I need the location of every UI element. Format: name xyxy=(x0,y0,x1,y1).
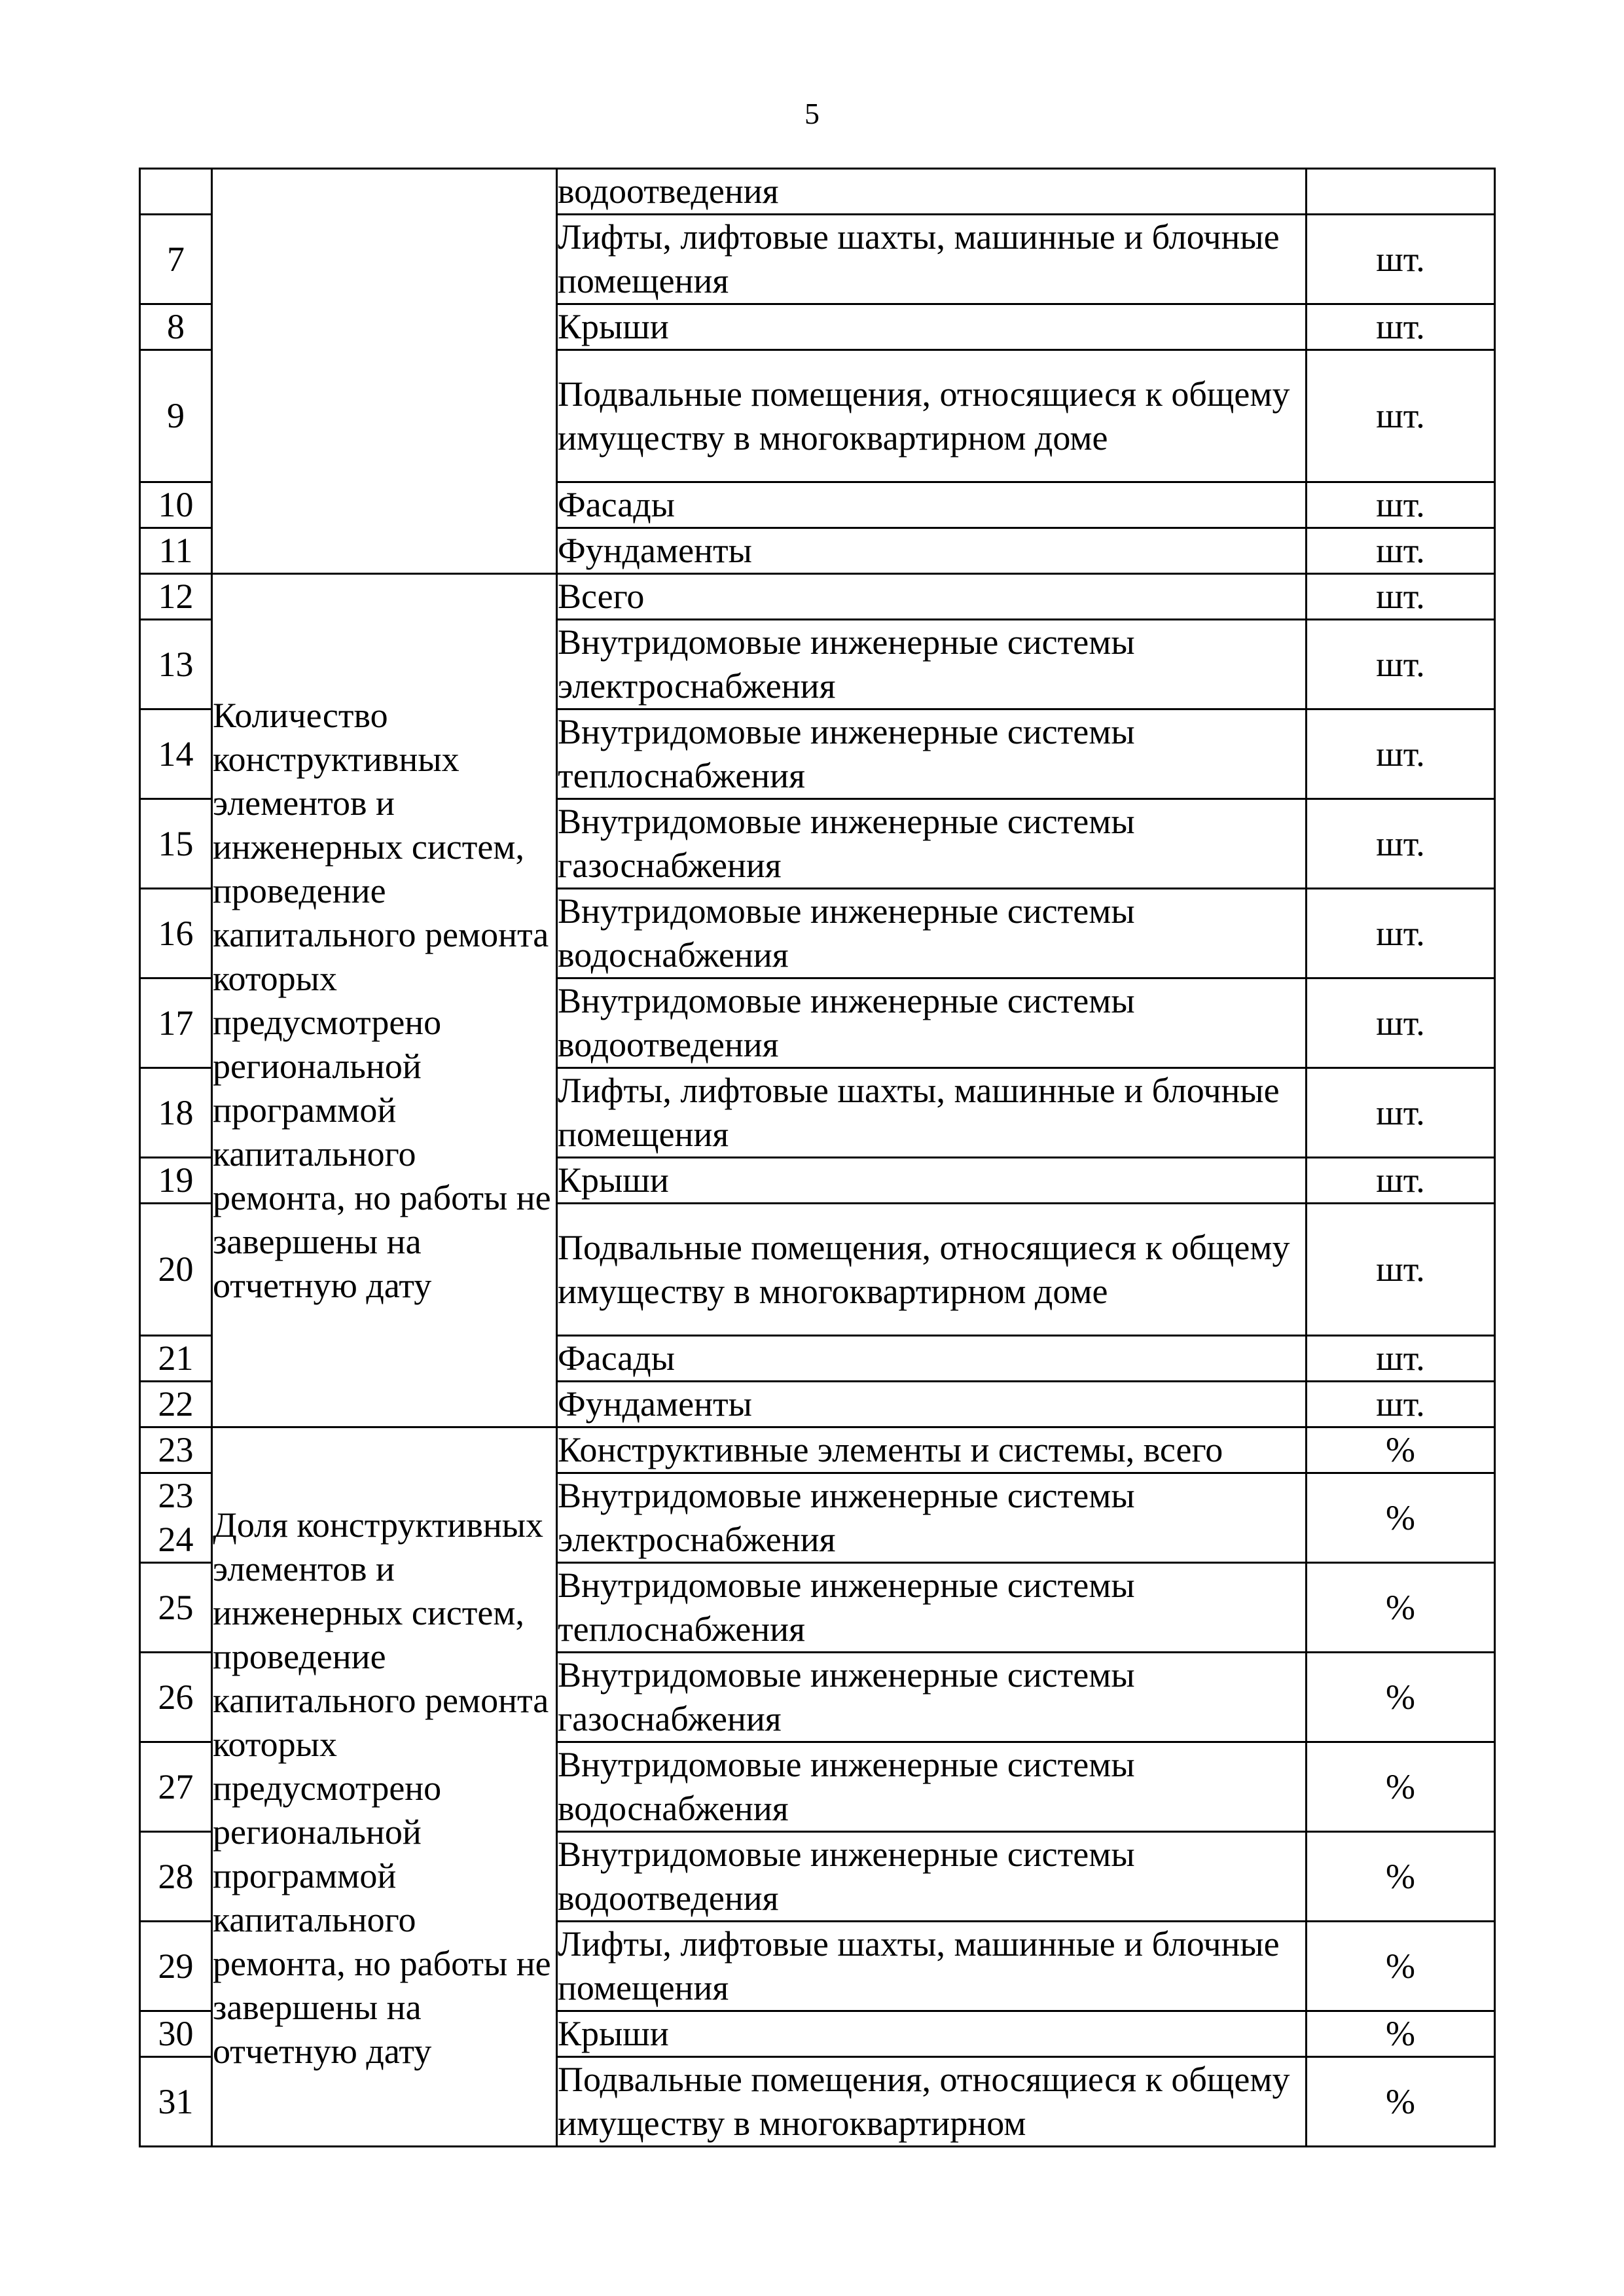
row-number: 10 xyxy=(140,482,212,528)
item-label: Фундаменты xyxy=(557,1382,1307,1427)
item-label: водоотведения xyxy=(557,169,1307,215)
item-label: Внутридомовые инженерные системы водоснабжения xyxy=(557,889,1307,978)
item-label: Внутридомовые инженерные системы водоотведения xyxy=(557,978,1307,1068)
row-number: 15 xyxy=(140,799,212,889)
indicators-table xyxy=(139,168,1496,2147)
row-number: 23 xyxy=(140,1427,212,1473)
item-label: Внутридомовые инженерные системы электроснабжения xyxy=(557,620,1307,709)
unit-cell: шт. xyxy=(1307,350,1495,482)
unit-cell: % xyxy=(1307,1653,1495,1742)
unit-cell: % xyxy=(1307,2057,1495,2147)
item-label: Подвальные помещения, относящиеся к общему имуществу в многоквартирном xyxy=(557,2057,1307,2147)
group-label: Количество конструктивных элементов и инженерных систем, проведение капитального ремонта которых предусмотрено региональной программой капитального ремонта, но работы не завершены на отчетную дату xyxy=(212,574,557,1427)
unit-cell: шт. xyxy=(1307,528,1495,574)
unit-cell: шт. xyxy=(1307,1382,1495,1427)
item-label: Фасады xyxy=(557,482,1307,528)
row-number: 20 xyxy=(140,1204,212,1336)
unit-cell: шт. xyxy=(1307,620,1495,709)
group-label xyxy=(212,169,557,574)
row-number: 23 24 xyxy=(140,1473,212,1563)
group-label: Доля конструктивных элементов и инженерных систем, проведение капитального ремонта которых предусмотрено региональной программой капитального ремонта, но работы не завершены на отчетную дату xyxy=(212,1427,557,2147)
row-number: 17 xyxy=(140,978,212,1068)
item-label: Внутридомовые инженерные системы водоснабжения xyxy=(557,1742,1307,1832)
row-number: 9 xyxy=(140,350,212,482)
item-label: Лифты, лифтовые шахты, машинные и блочные помещения xyxy=(557,1922,1307,2011)
item-label: Внутридомовые инженерные системы теплоснабжения xyxy=(557,1563,1307,1653)
item-label: Крыши xyxy=(557,2011,1307,2057)
row-number: 26 xyxy=(140,1653,212,1742)
item-label: Крыши xyxy=(557,1158,1307,1204)
unit-cell: шт. xyxy=(1307,799,1495,889)
row-number: 16 xyxy=(140,889,212,978)
item-label: Внутридомовые инженерные системы водоотведения xyxy=(557,1832,1307,1922)
item-label: Подвальные помещения, относящиеся к общему имуществу в многоквартирном доме xyxy=(557,350,1307,482)
table-row xyxy=(140,1427,1495,1473)
item-label: Фасады xyxy=(557,1336,1307,1382)
row-number: 30 xyxy=(140,2011,212,2057)
row-number: 28 xyxy=(140,1832,212,1922)
item-label: Внутридомовые инженерные системы электроснабжения xyxy=(557,1473,1307,1563)
unit-cell: % xyxy=(1307,1563,1495,1653)
item-label: Лифты, лифтовые шахты, машинные и блочные помещения xyxy=(557,215,1307,304)
item-label: Подвальные помещения, относящиеся к общему имуществу в многоквартирном доме xyxy=(557,1204,1307,1336)
item-label: Конструктивные элементы и системы, всего xyxy=(557,1427,1307,1473)
unit-cell: шт. xyxy=(1307,1336,1495,1382)
unit-cell: % xyxy=(1307,1742,1495,1832)
row-number: 31 xyxy=(140,2057,212,2147)
unit-cell: % xyxy=(1307,1832,1495,1922)
row-number: 8 xyxy=(140,304,212,350)
row-number: 25 xyxy=(140,1563,212,1653)
unit-cell: шт. xyxy=(1307,978,1495,1068)
unit-cell: шт. xyxy=(1307,889,1495,978)
item-label: Внутридомовые инженерные системы газоснабжения xyxy=(557,1653,1307,1742)
row-number: 18 xyxy=(140,1068,212,1158)
unit-cell: шт. xyxy=(1307,1204,1495,1336)
table-row xyxy=(140,574,1495,620)
page-number: 5 xyxy=(804,97,820,130)
unit-cell: % xyxy=(1307,2011,1495,2057)
table-row xyxy=(140,169,1495,215)
row-number: 29 xyxy=(140,1922,212,2011)
row-number: 13 xyxy=(140,620,212,709)
row-number: 11 xyxy=(140,528,212,574)
unit-cell: шт. xyxy=(1307,1158,1495,1204)
unit-cell: % xyxy=(1307,1922,1495,2011)
row-number: 27 xyxy=(140,1742,212,1832)
unit-cell xyxy=(1307,169,1495,215)
unit-cell: % xyxy=(1307,1427,1495,1473)
row-number xyxy=(140,169,212,215)
item-label: Лифты, лифтовые шахты, машинные и блочные помещения xyxy=(557,1068,1307,1158)
unit-cell: шт. xyxy=(1307,709,1495,799)
row-number: 19 xyxy=(140,1158,212,1204)
unit-cell: % xyxy=(1307,1473,1495,1563)
unit-cell: шт. xyxy=(1307,215,1495,304)
item-label: Внутридомовые инженерные системы газоснабжения xyxy=(557,799,1307,889)
item-label: Крыши xyxy=(557,304,1307,350)
row-number: 12 xyxy=(140,574,212,620)
unit-cell: шт. xyxy=(1307,482,1495,528)
unit-cell: шт. xyxy=(1307,304,1495,350)
item-label: Фундаменты xyxy=(557,528,1307,574)
row-number: 7 xyxy=(140,215,212,304)
unit-cell: шт. xyxy=(1307,1068,1495,1158)
row-number: 21 xyxy=(140,1336,212,1382)
item-label: Внутридомовые инженерные системы теплоснабжения xyxy=(557,709,1307,799)
item-label: Всего xyxy=(557,574,1307,620)
row-number: 14 xyxy=(140,709,212,799)
row-number: 22 xyxy=(140,1382,212,1427)
unit-cell: шт. xyxy=(1307,574,1495,620)
